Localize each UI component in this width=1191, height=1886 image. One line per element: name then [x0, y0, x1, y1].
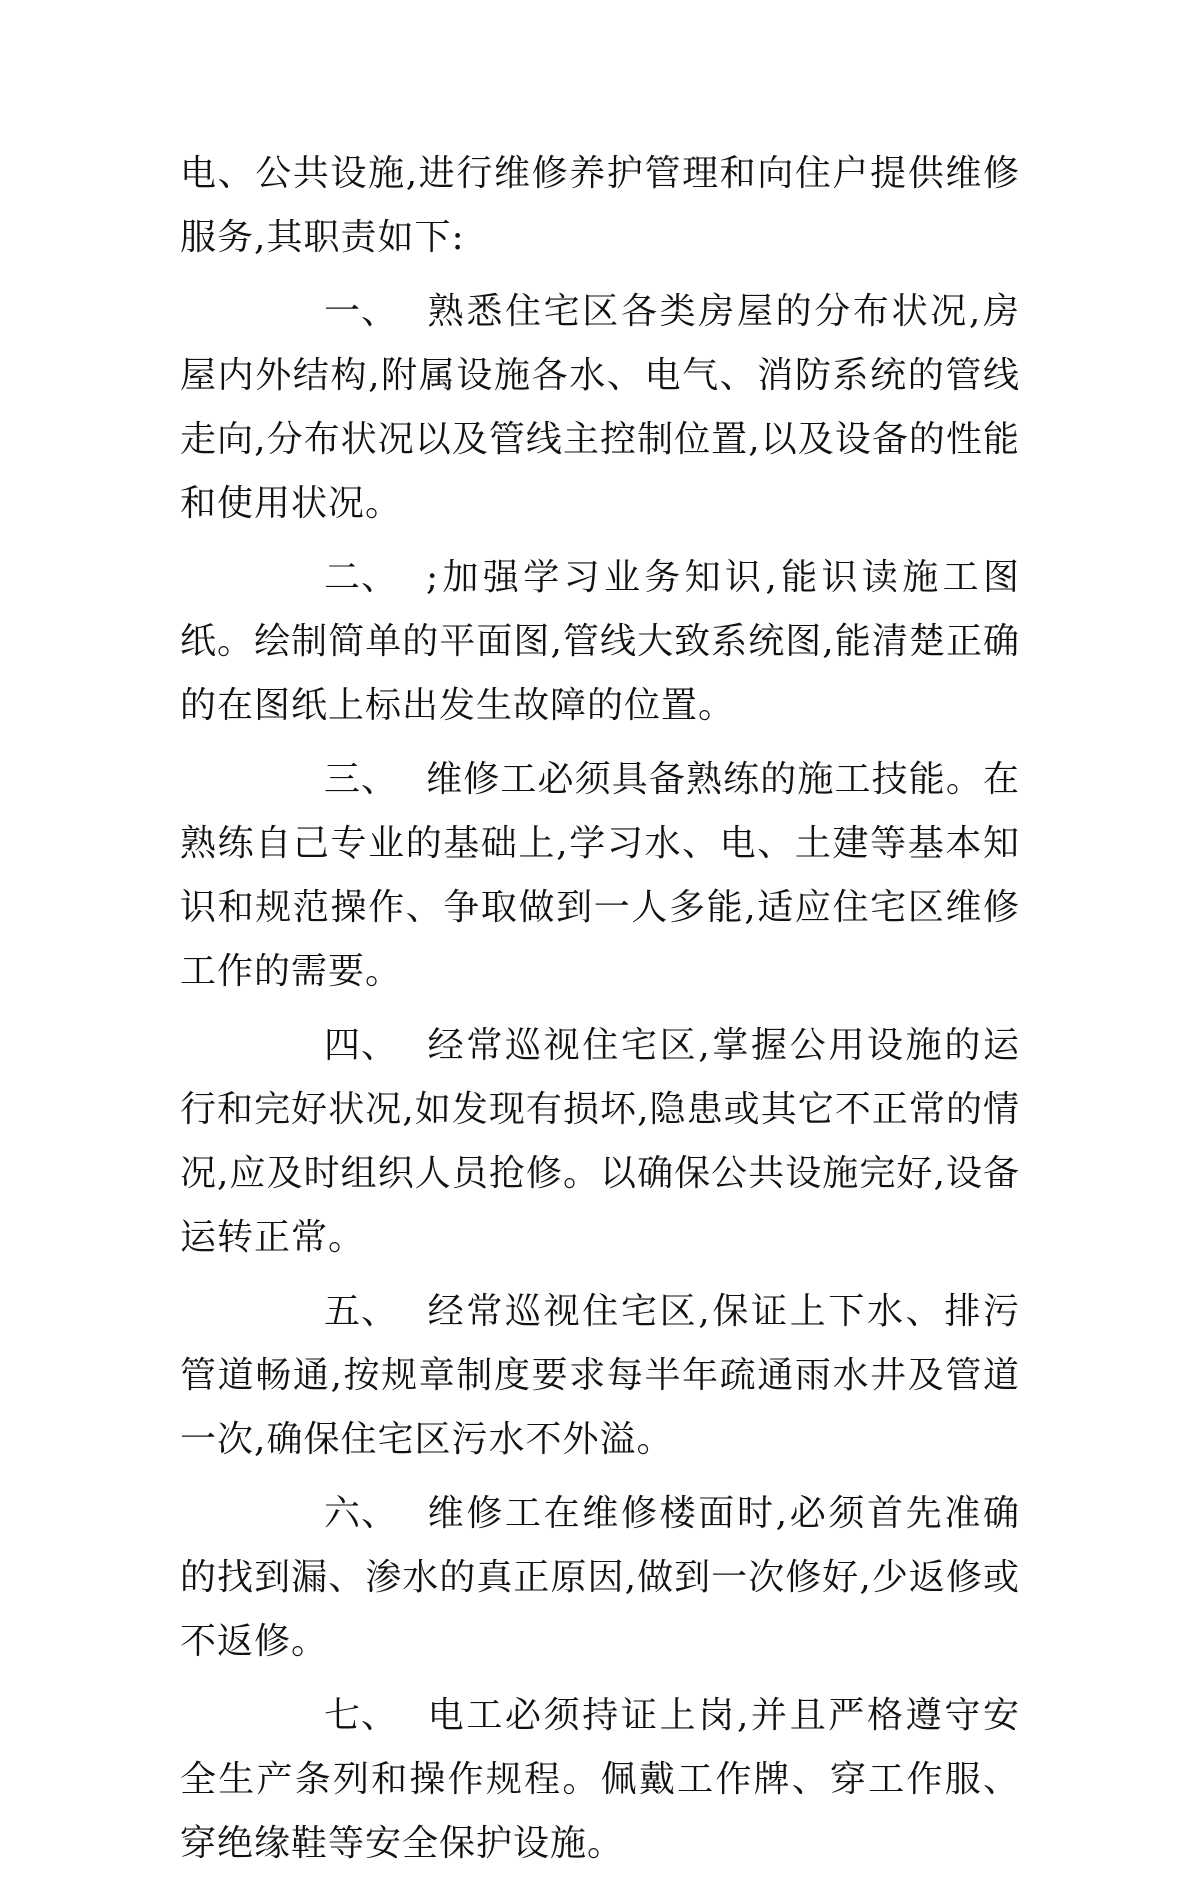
duty-item-4	[180, 1014, 1020, 1270]
item-number: 五、	[324, 1291, 399, 1332]
item-text: 电工必须持证上岗,并且严格遵守安全生产条列和操作规程。佩戴工作牌、穿工作服、穿绝缘鞋等安全保护设施。	[180, 1695, 1020, 1864]
item-number: 三、	[324, 759, 399, 800]
duty-item-5	[180, 1280, 1020, 1472]
intro-paragraph: 电、公共设施,进行维修养护管理和向住户提供维修服务,其职责如下:	[180, 153, 1020, 258]
item-text: 经常巡视住宅区,掌握公用设施的运行和完好状况,如发现有损坏,隐患或其它不正常的情况,应及时组织人员抢修。以确保公共设施完好,设备运转正常。	[180, 1025, 1020, 1258]
duty-item-3	[180, 748, 1020, 1004]
item-number: 四、	[324, 1025, 399, 1066]
item-number: 一、	[324, 291, 399, 332]
item-text: 维修工必须具备熟练的施工技能。在熟练自己专业的基础上,学习水、电、土建等基本知识和规范操作、争取做到一人多能,适应住宅区维修工作的需要。	[180, 759, 1020, 992]
item-text: ;加强学习业务知识,能识读施工图纸。绘制简单的平面图,管线大致系统图,能清楚正确的在图纸上标出发生故障的位置。	[180, 557, 1020, 726]
duty-item-1	[180, 280, 1020, 536]
duty-item-2	[180, 546, 1020, 738]
item-text: 经常巡视住宅区,保证上下水、排污管道畅通,按规章制度要求每半年疏通雨水井及管道一次,确保住宅区污水不外溢。	[180, 1291, 1020, 1460]
item-text: 维修工在维修楼面时,必须首先准确的找到漏、渗水的真正原因,做到一次修好,少返修或不返修。	[180, 1493, 1020, 1662]
item-number: 六、	[324, 1493, 399, 1534]
item-number: 七、	[324, 1695, 399, 1736]
duty-item-6	[180, 1482, 1020, 1674]
document-page	[180, 142, 1020, 1886]
item-number: 二、	[324, 557, 399, 598]
duty-item-7	[180, 1684, 1020, 1876]
item-text: 熟悉住宅区各类房屋的分布状况,房屋内外结构,附属设施各水、电气、消防系统的管线走向,分布状况以及管线主控制位置,以及设备的性能和使用状况。	[180, 291, 1020, 524]
